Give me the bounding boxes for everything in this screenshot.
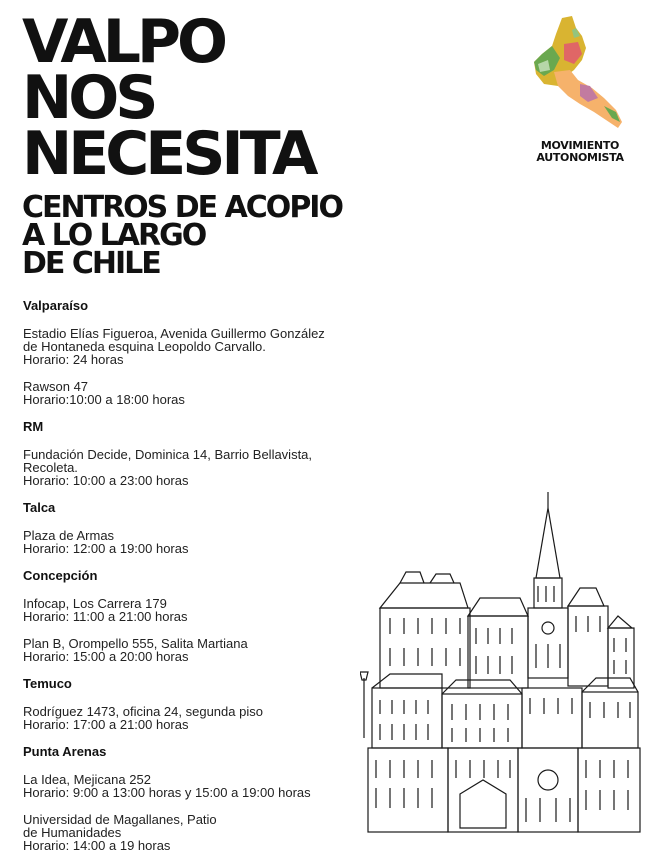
list-item [23,773,383,799]
city-heading: Concepción [23,568,98,583]
city-heading: Talca [23,500,56,515]
subtitle-line: A LO LARGO [22,218,206,253]
chile-map-icon [524,14,636,138]
city-sketch-illustration [360,488,645,836]
list-item [23,705,383,731]
buildings-sketch-icon [360,488,645,836]
city-heading: Punta Arenas [23,744,107,759]
list-item [23,813,383,852]
entry-line: Horario:10:00 a 18:00 horas [23,392,185,407]
main-title [22,7,315,189]
entry-line: Horario: 11:00 a 21:00 horas [23,609,188,624]
movimiento-autonomista-logo [524,14,636,174]
entry-line: Fundación Decide, Dominica 14, Barrio Bellavista, [23,447,313,462]
entry-line: Horario: 9:00 a 13:00 horas y 15:00 a 19:00 horas [23,785,311,800]
list-item [23,380,383,406]
entry-line: Rodríguez 1473, oficina 24, segunda piso [23,704,263,719]
entry-line: Rawson 47 [23,379,89,394]
entry-line: Horario: 15:00 a 20:00 horas [23,649,189,664]
list-item [23,448,383,487]
entry-line: Horario: 10:00 a 23:00 horas [23,473,189,488]
title-line: VALPO [22,7,225,77]
collection-centers-list [23,299,383,866]
city-heading: Temuco [23,676,72,691]
entry-line: de Hontaneda esquina Leopoldo Carvallo. [23,339,266,354]
entry-line: Estadio Elías Figueroa, Avenida Guillermo González [23,326,325,341]
entry-line: Horario: 17:00 a 21:00 horas [23,717,189,732]
subtitle-line: DE CHILE [22,246,160,281]
entry-line: Universidad de Magallanes, Patio [23,812,217,827]
entry-line: Horario: 24 horas [23,352,124,367]
list-item [23,327,383,366]
entry-line: Recoleta. [23,460,78,475]
logo-text-line: AUTONOMISTA [536,151,624,164]
entry-line: La Idea, Mejicana 252 [23,772,151,787]
title-line: NOS [22,63,155,133]
entry-line: Plan B, Orompello 555, Salita Martiana [23,636,248,651]
list-item [23,597,383,623]
entry-line: Infocap, Los Carrera 179 [23,596,167,611]
city-heading: Valparaíso [23,298,89,313]
list-item [23,637,383,663]
entry-line: Horario: 12:00 a 19:00 horas [23,541,189,556]
entry-line: Plaza de Armas [23,528,115,543]
logo-text [524,140,636,164]
logo-text-line: MOVIMIENTO [540,139,620,152]
subtitle [22,190,342,281]
entry-line: Horario: 14:00 a 19 horas [23,838,171,853]
city-heading: RM [23,419,44,434]
entry-line: de Humanidades [23,825,122,840]
subtitle-line: CENTROS DE ACOPIO [22,190,342,225]
title-line: NECESITA [22,119,315,189]
list-item [23,529,383,555]
